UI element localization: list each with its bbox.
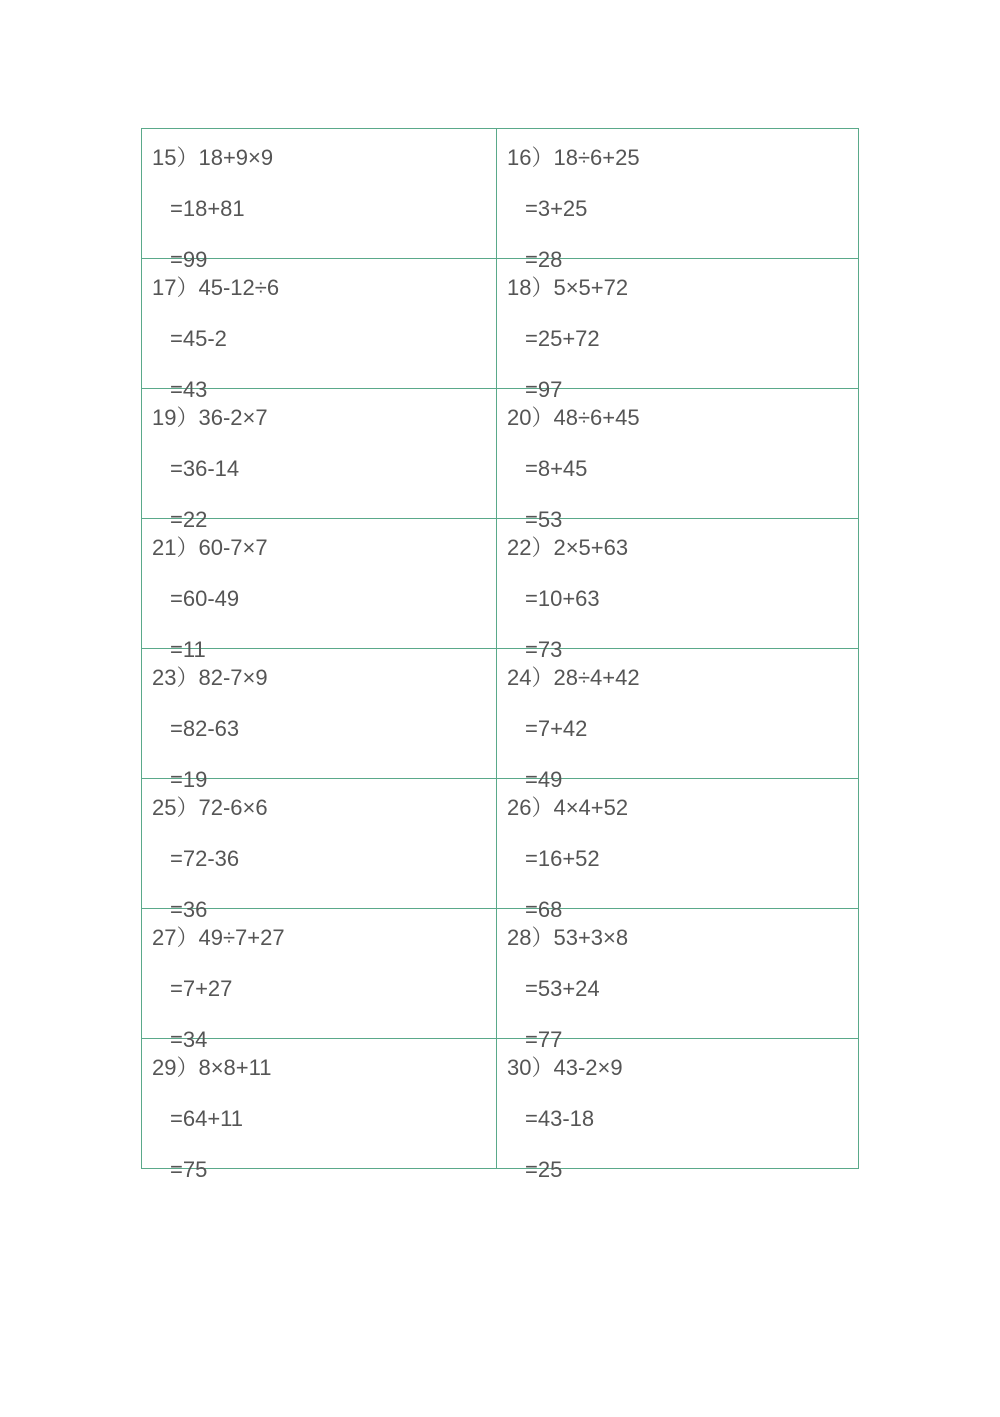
problem-question: 18）5×5+72 [507, 275, 629, 300]
problem-result: =25 [525, 1157, 563, 1182]
problem-result: =75 [170, 1157, 208, 1182]
problem-cell [142, 909, 497, 1052]
problem-step: =10+63 [525, 586, 600, 611]
problem-result: =99 [170, 247, 208, 272]
problem-step: =7+42 [525, 716, 588, 741]
table-row [142, 779, 859, 909]
problem-question: 30）43-2×9 [507, 1055, 623, 1080]
problem-question: 23）82-7×9 [152, 665, 268, 690]
problem-result: =28 [525, 247, 563, 272]
problem-step: =72-36 [170, 846, 240, 871]
problem-result: =22 [170, 507, 208, 532]
table-row [142, 1039, 859, 1169]
problem-cell [497, 259, 859, 402]
problem-cell [497, 649, 859, 792]
problem-result: =73 [525, 637, 563, 662]
problem-step: =82-63 [170, 716, 240, 741]
problem-step: =45-2 [170, 326, 227, 351]
problem-question: 20）48÷6+45 [507, 405, 640, 430]
problem-step: =53+24 [525, 976, 600, 1001]
problem-question: 22）2×5+63 [507, 535, 629, 560]
problem-cell [142, 779, 497, 922]
problem-question: 26）4×4+52 [507, 795, 629, 820]
problem-step: =18+81 [170, 196, 245, 221]
problem-step: =36-14 [170, 456, 240, 481]
problem-question: 28）53+3×8 [507, 925, 629, 950]
problem-step: =60-49 [170, 586, 240, 611]
problem-question: 24）28÷4+42 [507, 665, 640, 690]
problem-question: 15）18+9×9 [152, 145, 274, 170]
table-row [142, 129, 859, 259]
table-row [142, 649, 859, 779]
problems-table [141, 128, 859, 1182]
problem-cell [142, 129, 497, 272]
problem-result: =97 [525, 377, 563, 402]
problem-result: =11 [170, 637, 206, 662]
problem-cell [497, 129, 859, 272]
problem-result: =36 [170, 897, 208, 922]
problem-result: =68 [525, 897, 563, 922]
problem-result: =34 [170, 1027, 208, 1052]
problem-result: =43 [170, 377, 208, 402]
problem-cell [497, 909, 859, 1052]
problem-result: =77 [525, 1027, 563, 1052]
problem-cell [142, 1039, 497, 1182]
problem-question: 19）36-2×7 [152, 405, 268, 430]
problem-question: 21）60-7×7 [152, 535, 268, 560]
problem-step: =8+45 [525, 456, 588, 481]
problem-question: 25）72-6×6 [152, 795, 268, 820]
problem-question: 16）18÷6+25 [507, 145, 640, 170]
problem-step: =64+11 [170, 1106, 244, 1131]
problem-cell [142, 649, 497, 792]
problem-question: 17）45-12÷6 [152, 275, 280, 300]
problem-question: 29）8×8+11 [152, 1055, 272, 1080]
problem-step: =3+25 [525, 196, 588, 221]
problem-cell [497, 1039, 859, 1182]
table-row [142, 909, 859, 1039]
problem-result: =19 [170, 767, 208, 792]
problem-cell [497, 389, 859, 532]
table-row [142, 259, 859, 389]
problem-result: =53 [525, 507, 563, 532]
problem-step: =16+52 [525, 846, 600, 871]
problem-result: =49 [525, 767, 563, 792]
problem-step: =25+72 [525, 326, 600, 351]
problem-cell [497, 519, 859, 662]
problem-cell [142, 259, 497, 402]
table-row [142, 389, 859, 519]
problem-cell [142, 389, 497, 532]
problem-question: 27）49÷7+27 [152, 925, 285, 950]
problem-cell [497, 779, 859, 922]
problem-step: =43-18 [525, 1106, 595, 1131]
problem-cell [142, 519, 497, 662]
problem-step: =7+27 [170, 976, 233, 1001]
table-row [142, 519, 859, 649]
